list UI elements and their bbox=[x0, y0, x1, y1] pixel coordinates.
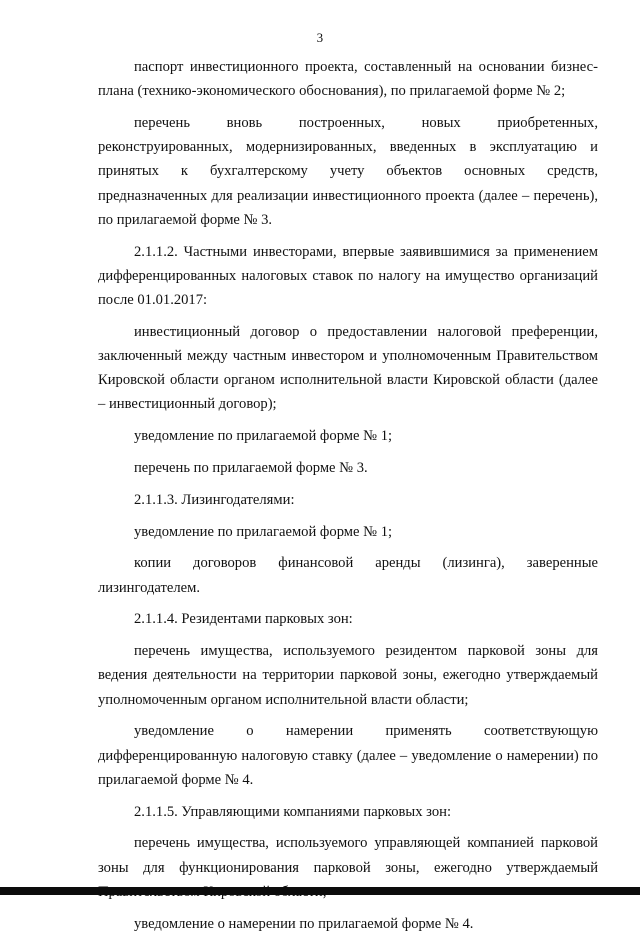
paragraph: перечень имущества, используемого управляющей компанией парковой зоны для функционирования парковой зоны, ежегодно утверждаемый bbox=[98, 835, 598, 876]
document-body bbox=[98, 55, 598, 943]
paragraph: копии договоров финансовой аренды (лизинга), заверенные лизингодателем. bbox=[98, 555, 598, 596]
page-number: 3 bbox=[316, 30, 324, 45]
paragraph: уведомление по прилагаемой форме № 1; bbox=[134, 428, 393, 445]
paragraph: уведомление о намерении по прилагаемой форме № 4. bbox=[134, 915, 474, 932]
paragraph: перечень имущества, используемого резидентом парковой зоны для ведения деятельности на территории парковой зоны, ежегодно утверждаемый уполномоченным органом исполнительной власти области; bbox=[98, 643, 598, 708]
paragraph: перечень по прилагаемой форме № 3. bbox=[134, 460, 368, 477]
paragraph: уведомление о намерении применять соответствующую дифференцированную налоговую ставку (далее – уведомление о намерении) по прилагаемой форме № 4. bbox=[98, 723, 598, 788]
paragraph: уведомление по прилагаемой форме № 1; bbox=[134, 523, 393, 540]
section-heading-2-1-1-3: 2.1.1.3. Лизингодателями: bbox=[134, 491, 295, 508]
section-heading-2-1-1-2: 2.1.1.2. Частными инвесторами, впервые заявившимися за применением дифференцированных налоговых ставок по налогу на имущество организаций после 01.01.2017: bbox=[98, 243, 598, 309]
paragraph: инвестиционный договор о предоставлении налоговой преференции, заключенный между частным инвестором и уполномоченным Правительством Кировской области органом исполнительной власти Кировской области (далее – инвестиционный договор); bbox=[98, 323, 598, 413]
section-heading-2-1-1-5: 2.1.1.5. Управляющими компаниями парковых зон: bbox=[134, 803, 452, 820]
section-heading-2-1-1-4: 2.1.1.4. Резидентами парковых зон: bbox=[134, 611, 353, 628]
paragraph: перечень вновь построенных, новых приобретенных, реконструированных, модернизированных, введенных в эксплуатацию и принятых к бухгалтерскому учету объектов основных средств, предназначенных для реализации инвестиционного проекта (далее – перечень), по прилагаемой форме № 3. bbox=[98, 115, 598, 228]
paragraph: паспорт инвестиционного проекта, составленный на основании бизнес-плана (технико-экономического обоснования), по прилагаемой форме № 2; bbox=[98, 59, 598, 100]
scan-bottom-border bbox=[0, 887, 640, 895]
